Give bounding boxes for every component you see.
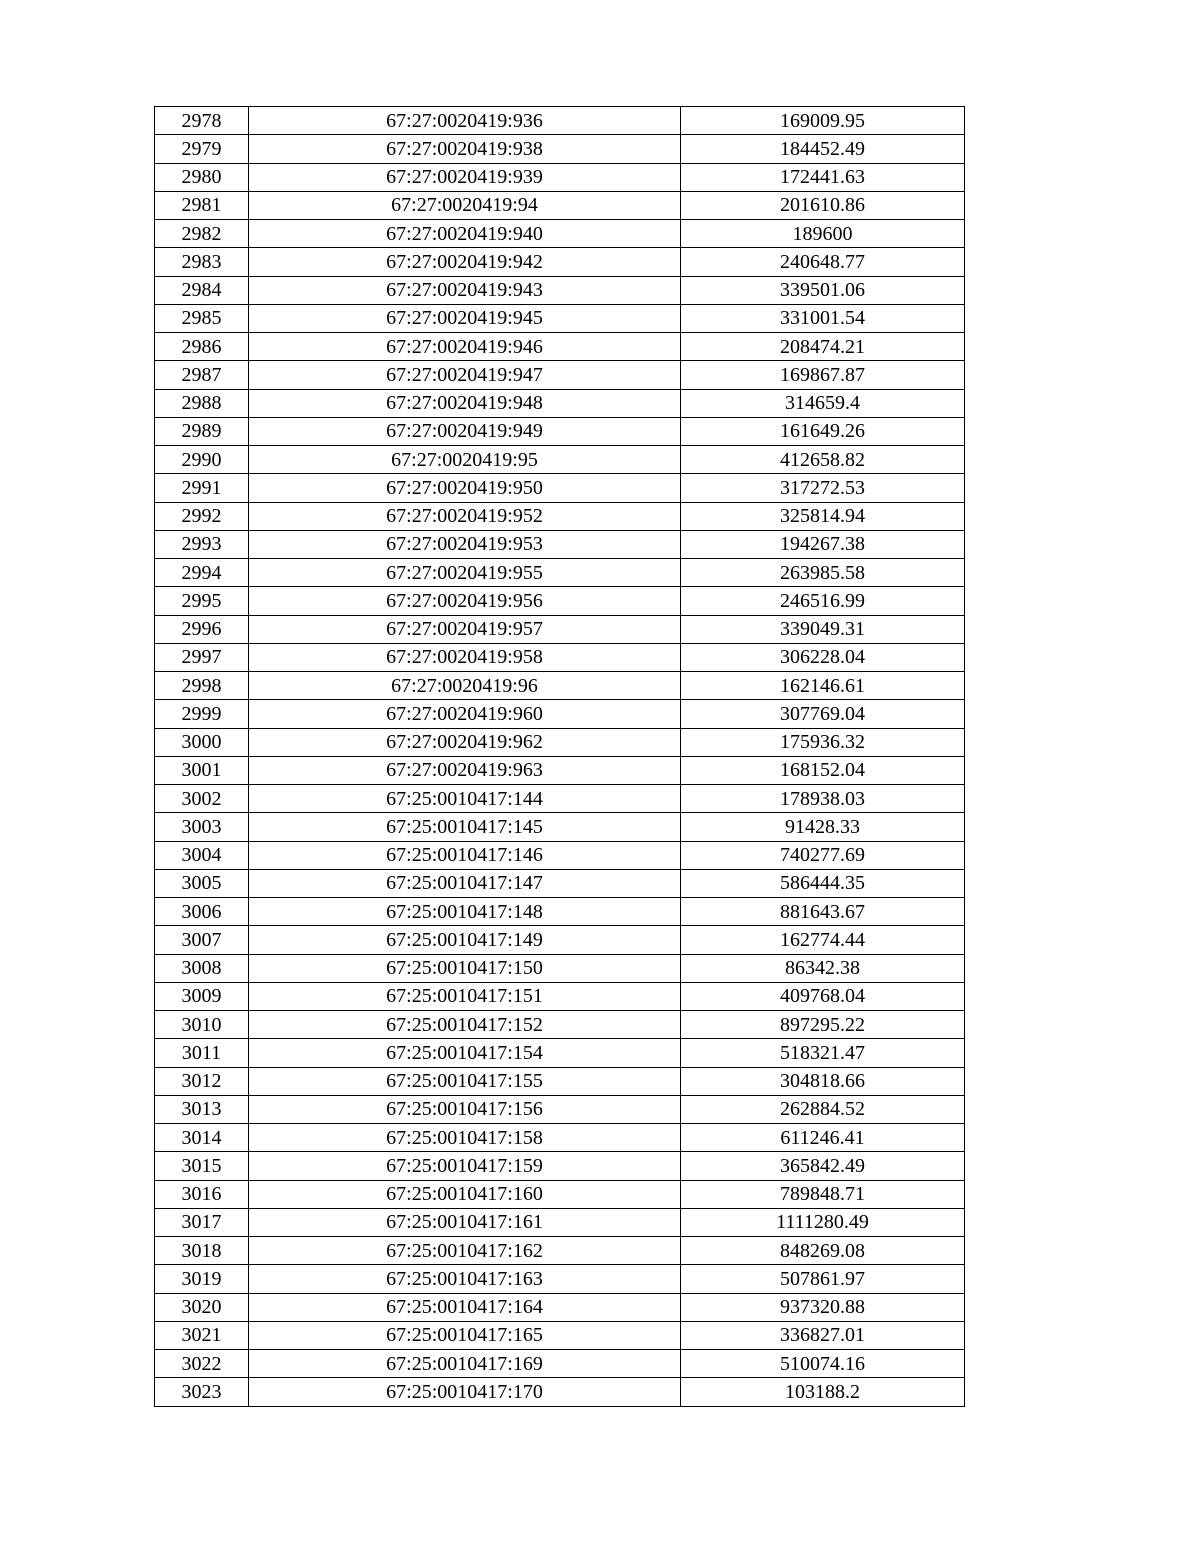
value-cell: 740277.69	[681, 841, 965, 869]
value-cell: 317272.53	[681, 474, 965, 502]
cadastral-number-cell: 67:27:0020419:948	[249, 389, 681, 417]
cadastral-number-cell: 67:25:0010417:164	[249, 1293, 681, 1321]
data-table	[154, 106, 965, 1407]
value-cell: 307769.04	[681, 700, 965, 728]
value-cell: 306228.04	[681, 643, 965, 671]
value-cell: 103188.2	[681, 1378, 965, 1406]
cadastral-number-cell: 67:25:0010417:165	[249, 1321, 681, 1349]
table-row	[155, 559, 965, 587]
table-row	[155, 1095, 965, 1123]
cadastral-number-cell: 67:27:0020419:960	[249, 700, 681, 728]
row-number-cell: 3023	[155, 1378, 249, 1406]
value-cell: 175936.32	[681, 728, 965, 756]
value-cell: 409768.04	[681, 982, 965, 1010]
row-number-cell: 2986	[155, 333, 249, 361]
row-number-cell: 2992	[155, 502, 249, 530]
value-cell: 240648.77	[681, 248, 965, 276]
cadastral-number-cell: 67:27:0020419:943	[249, 276, 681, 304]
value-cell: 586444.35	[681, 869, 965, 897]
table-body	[155, 107, 965, 1407]
row-number-cell: 2980	[155, 163, 249, 191]
value-cell: 162146.61	[681, 672, 965, 700]
value-cell: 162774.44	[681, 926, 965, 954]
value-cell: 1111280.49	[681, 1208, 965, 1236]
cadastral-number-cell: 67:27:0020419:96	[249, 672, 681, 700]
table-row	[155, 474, 965, 502]
table-row	[155, 333, 965, 361]
value-cell: 339501.06	[681, 276, 965, 304]
cadastral-number-cell: 67:25:0010417:158	[249, 1124, 681, 1152]
row-number-cell: 2979	[155, 135, 249, 163]
value-cell: 194267.38	[681, 530, 965, 558]
cadastral-number-cell: 67:25:0010417:159	[249, 1152, 681, 1180]
table-row	[155, 1265, 965, 1293]
row-number-cell: 3022	[155, 1350, 249, 1378]
row-number-cell: 2984	[155, 276, 249, 304]
value-cell: 172441.63	[681, 163, 965, 191]
table-row	[155, 898, 965, 926]
row-number-cell: 2993	[155, 530, 249, 558]
cadastral-number-cell: 67:25:0010417:149	[249, 926, 681, 954]
row-number-cell: 3019	[155, 1265, 249, 1293]
table-row	[155, 1011, 965, 1039]
cadastral-number-cell: 67:27:0020419:94	[249, 191, 681, 219]
cadastral-number-cell: 67:27:0020419:95	[249, 446, 681, 474]
cadastral-number-cell: 67:27:0020419:956	[249, 587, 681, 615]
table-row	[155, 1124, 965, 1152]
table-row	[155, 163, 965, 191]
value-cell: 201610.86	[681, 191, 965, 219]
table-row	[155, 756, 965, 784]
cadastral-number-cell: 67:27:0020419:936	[249, 107, 681, 135]
value-cell: 86342.38	[681, 954, 965, 982]
cadastral-number-cell: 67:25:0010417:150	[249, 954, 681, 982]
table-row	[155, 1180, 965, 1208]
value-cell: 91428.33	[681, 813, 965, 841]
value-cell: 518321.47	[681, 1039, 965, 1067]
row-number-cell: 3005	[155, 869, 249, 897]
value-cell: 314659.4	[681, 389, 965, 417]
table-row	[155, 926, 965, 954]
value-cell: 336827.01	[681, 1321, 965, 1349]
cadastral-number-cell: 67:27:0020419:946	[249, 333, 681, 361]
value-cell: 246516.99	[681, 587, 965, 615]
table-row	[155, 672, 965, 700]
row-number-cell: 3017	[155, 1208, 249, 1236]
row-number-cell: 3014	[155, 1124, 249, 1152]
table-row	[155, 1378, 965, 1406]
cadastral-number-cell: 67:25:0010417:154	[249, 1039, 681, 1067]
row-number-cell: 2990	[155, 446, 249, 474]
row-number-cell: 2997	[155, 643, 249, 671]
row-number-cell: 3009	[155, 982, 249, 1010]
row-number-cell: 3021	[155, 1321, 249, 1349]
value-cell: 937320.88	[681, 1293, 965, 1321]
table-row	[155, 615, 965, 643]
value-cell: 331001.54	[681, 304, 965, 332]
row-number-cell: 3016	[155, 1180, 249, 1208]
row-number-cell: 3007	[155, 926, 249, 954]
value-cell: 184452.49	[681, 135, 965, 163]
row-number-cell: 2982	[155, 220, 249, 248]
row-number-cell: 2998	[155, 672, 249, 700]
value-cell: 365842.49	[681, 1152, 965, 1180]
cadastral-number-cell: 67:27:0020419:950	[249, 474, 681, 502]
value-cell: 189600	[681, 220, 965, 248]
table-row	[155, 1293, 965, 1321]
cadastral-number-cell: 67:27:0020419:945	[249, 304, 681, 332]
cadastral-number-cell: 67:25:0010417:160	[249, 1180, 681, 1208]
cadastral-number-cell: 67:27:0020419:952	[249, 502, 681, 530]
value-cell: 208474.21	[681, 333, 965, 361]
cadastral-number-cell: 67:27:0020419:955	[249, 559, 681, 587]
value-cell: 789848.71	[681, 1180, 965, 1208]
value-cell: 169867.87	[681, 361, 965, 389]
table-row	[155, 135, 965, 163]
cadastral-number-cell: 67:25:0010417:145	[249, 813, 681, 841]
value-cell: 161649.26	[681, 417, 965, 445]
table-row	[155, 530, 965, 558]
row-number-cell: 2999	[155, 700, 249, 728]
cadastral-number-cell: 67:27:0020419:938	[249, 135, 681, 163]
value-cell: 897295.22	[681, 1011, 965, 1039]
cadastral-number-cell: 67:25:0010417:147	[249, 869, 681, 897]
table-row	[155, 700, 965, 728]
cadastral-number-cell: 67:27:0020419:958	[249, 643, 681, 671]
table-row	[155, 502, 965, 530]
row-number-cell: 2988	[155, 389, 249, 417]
table-row	[155, 841, 965, 869]
value-cell: 510074.16	[681, 1350, 965, 1378]
cadastral-number-cell: 67:27:0020419:963	[249, 756, 681, 784]
value-cell: 507861.97	[681, 1265, 965, 1293]
table-row	[155, 191, 965, 219]
row-number-cell: 3006	[155, 898, 249, 926]
table-row	[155, 248, 965, 276]
value-cell: 168152.04	[681, 756, 965, 784]
row-number-cell: 3000	[155, 728, 249, 756]
table-row	[155, 982, 965, 1010]
table-row	[155, 361, 965, 389]
table-row	[155, 643, 965, 671]
cadastral-number-cell: 67:25:0010417:151	[249, 982, 681, 1010]
table-row	[155, 1152, 965, 1180]
cadastral-number-cell: 67:27:0020419:940	[249, 220, 681, 248]
row-number-cell: 2995	[155, 587, 249, 615]
table-row	[155, 785, 965, 813]
row-number-cell: 3004	[155, 841, 249, 869]
value-cell: 339049.31	[681, 615, 965, 643]
table-row	[155, 728, 965, 756]
cadastral-number-cell: 67:27:0020419:953	[249, 530, 681, 558]
table-row	[155, 813, 965, 841]
table-row	[155, 107, 965, 135]
row-number-cell: 3003	[155, 813, 249, 841]
cadastral-number-cell: 67:25:0010417:162	[249, 1237, 681, 1265]
row-number-cell: 2985	[155, 304, 249, 332]
row-number-cell: 3002	[155, 785, 249, 813]
row-number-cell: 3015	[155, 1152, 249, 1180]
cadastral-number-cell: 67:27:0020419:942	[249, 248, 681, 276]
row-number-cell: 2978	[155, 107, 249, 135]
table-row	[155, 1350, 965, 1378]
table-row	[155, 446, 965, 474]
value-cell: 325814.94	[681, 502, 965, 530]
table-row	[155, 1039, 965, 1067]
table-row	[155, 389, 965, 417]
table-row	[155, 954, 965, 982]
value-cell: 848269.08	[681, 1237, 965, 1265]
table-row	[155, 1237, 965, 1265]
cadastral-number-cell: 67:25:0010417:146	[249, 841, 681, 869]
row-number-cell: 2996	[155, 615, 249, 643]
cadastral-number-cell: 67:25:0010417:156	[249, 1095, 681, 1123]
value-cell: 169009.95	[681, 107, 965, 135]
row-number-cell: 2981	[155, 191, 249, 219]
table-row	[155, 220, 965, 248]
row-number-cell: 2994	[155, 559, 249, 587]
cadastral-number-cell: 67:25:0010417:161	[249, 1208, 681, 1236]
cadastral-number-cell: 67:27:0020419:939	[249, 163, 681, 191]
row-number-cell: 3011	[155, 1039, 249, 1067]
value-cell: 304818.66	[681, 1067, 965, 1095]
row-number-cell: 3018	[155, 1237, 249, 1265]
row-number-cell: 2991	[155, 474, 249, 502]
value-cell: 178938.03	[681, 785, 965, 813]
cadastral-number-cell: 67:27:0020419:957	[249, 615, 681, 643]
table-row	[155, 869, 965, 897]
cadastral-number-cell: 67:25:0010417:152	[249, 1011, 681, 1039]
value-cell: 412658.82	[681, 446, 965, 474]
row-number-cell: 2983	[155, 248, 249, 276]
table-row	[155, 1067, 965, 1095]
cadastral-number-cell: 67:25:0010417:144	[249, 785, 681, 813]
cadastral-number-cell: 67:25:0010417:170	[249, 1378, 681, 1406]
cadastral-number-cell: 67:27:0020419:962	[249, 728, 681, 756]
row-number-cell: 3010	[155, 1011, 249, 1039]
table-row	[155, 276, 965, 304]
table-row	[155, 1208, 965, 1236]
cadastral-number-cell: 67:25:0010417:155	[249, 1067, 681, 1095]
value-cell: 611246.41	[681, 1124, 965, 1152]
table-row	[155, 587, 965, 615]
cadastral-number-cell: 67:25:0010417:169	[249, 1350, 681, 1378]
cadastral-number-cell: 67:27:0020419:947	[249, 361, 681, 389]
row-number-cell: 2989	[155, 417, 249, 445]
value-cell: 262884.52	[681, 1095, 965, 1123]
row-number-cell: 3012	[155, 1067, 249, 1095]
row-number-cell: 3001	[155, 756, 249, 784]
cadastral-number-cell: 67:27:0020419:949	[249, 417, 681, 445]
row-number-cell: 3013	[155, 1095, 249, 1123]
table-row	[155, 417, 965, 445]
row-number-cell: 3020	[155, 1293, 249, 1321]
row-number-cell: 2987	[155, 361, 249, 389]
value-cell: 881643.67	[681, 898, 965, 926]
cadastral-number-cell: 67:25:0010417:163	[249, 1265, 681, 1293]
row-number-cell: 3008	[155, 954, 249, 982]
value-cell: 263985.58	[681, 559, 965, 587]
table-row	[155, 1321, 965, 1349]
cadastral-number-cell: 67:25:0010417:148	[249, 898, 681, 926]
table-row	[155, 304, 965, 332]
